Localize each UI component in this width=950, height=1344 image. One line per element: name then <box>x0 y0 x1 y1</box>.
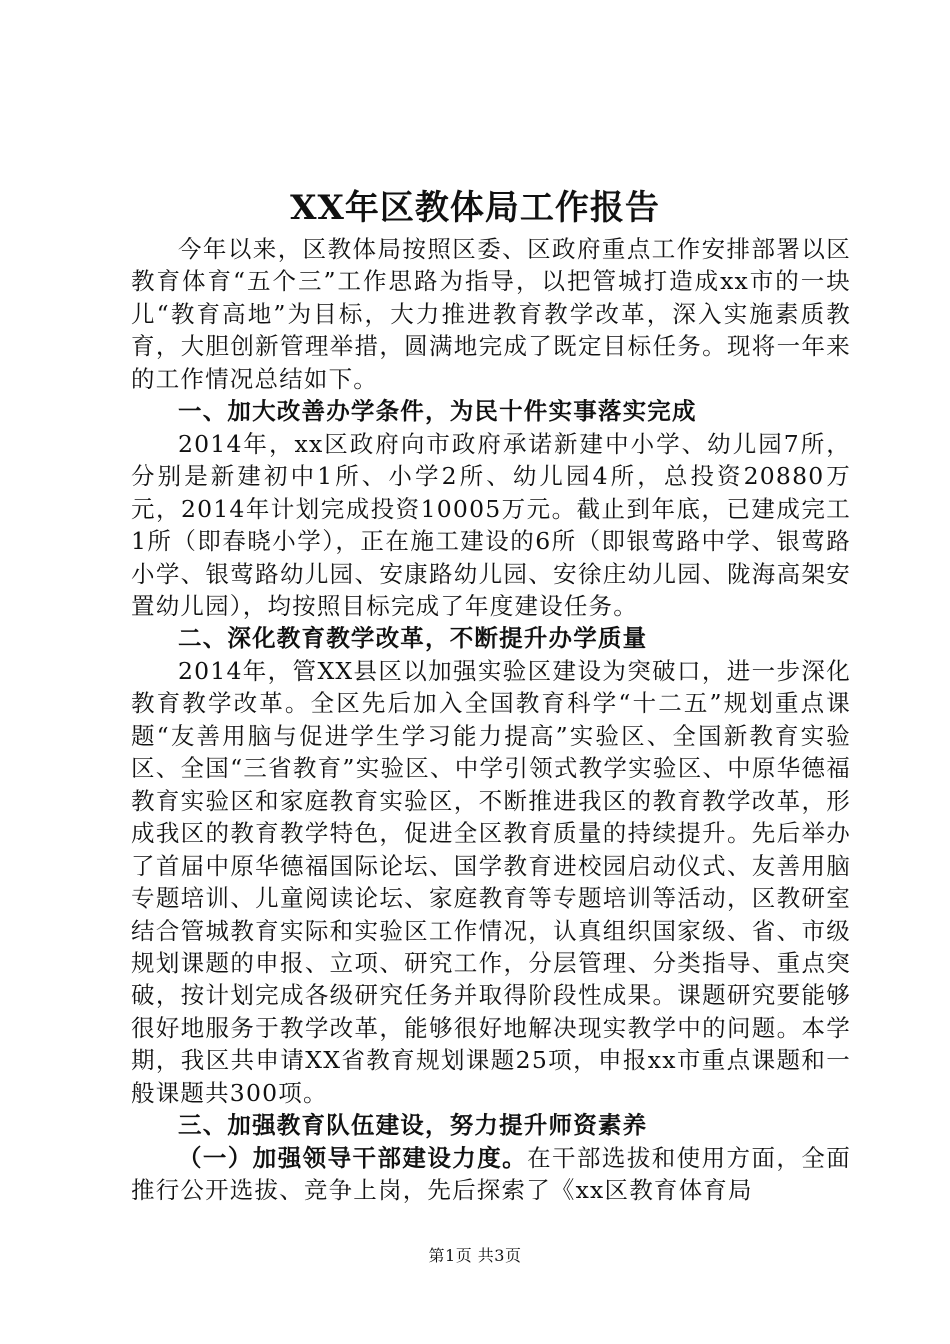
section-3-paragraph <box>131 1142 851 1207</box>
document-title: XX年区教体局工作报告 <box>290 188 660 228</box>
section-3-paragraph-text: 在干部选拔和使用方面，全面推行公开选拔、竞争上岗，先后探索了《xx区教育体育局 <box>131 1143 851 1205</box>
section-2-paragraph: 2014年，管XX县区以加强实验区建设为突破口，进一步深化教育教学改革。全区先后加入全国教育科学“十二五”规划重点课题“友善用脑与促进学生学习能力提高”实验区、全国新教育实验区、全国“三省教育”实验区、中学引领式教学实验区、中原华德福教育实验区和家庭教育实验区，不断推进我区的教育教学改革，形成我区的教育教学特色，促进全区教育质量的持续提升。先后举办了首届中原华德福国际论坛、国学教育进校园启动仪式、友善用脑专题培训、儿童阅读论坛、家庭教育等专题培训等活动，区教研室结合管城教育实际和实验区工作情况，认真组织国家级、省、市级规划课题的申报、立项、研究工作，分层管理、分类指导、重点突破，按计划完成各级研究任务并取得阶段性成果。课题研究要能够很好地服务于教学改革，能够很好地解决现实教学中的问题。本学期，我区共申请XX省教育规划课题25项，申报xx市重点课题和一般课题共300项。 <box>131 656 851 1107</box>
document-body <box>131 233 851 1207</box>
intro-paragraph: 今年以来，区教体局按照区委、区政府重点工作安排部署以区教育体育“五个三”工作思路为指导，以把管城打造成xx市的一块儿“教育高地”为目标，大力推进教育教学改革，深入实施素质教育，大胆创新管理举措，圆满地完成了既定目标任务。现将一年来的工作情况总结如下。 <box>131 235 851 393</box>
section-1-heading: 一、加大改善办学条件，为民十件实事落实完成 <box>178 397 697 426</box>
section-3-heading: 三、加强教育队伍建设，努力提升师资素养 <box>178 1111 648 1140</box>
section-2-heading: 二、深化教育教学改革，不断提升办学质量 <box>178 624 648 653</box>
section-3-subheading: （一）加强领导干部建设力度。 <box>178 1143 528 1172</box>
section-1-paragraph: 2014年，xx区政府向市政府承诺新建中小学、幼儿园7所，分别是新建初中1所、小学2所、幼儿园4所，总投资20880万元，2014年计划完成投资10005万元。截止到年底，已建成完工1所（即春晓小学），正在施工建设的6所（即银莺路中学、银莺路小学、银莺路幼儿园、安康路幼儿园、安徐庄幼儿园、陇海高架安置幼儿园），均按照目标完成了年度建设任务。 <box>131 429 851 620</box>
page-number-footer: 第1页 共3页 <box>428 1246 522 1265</box>
